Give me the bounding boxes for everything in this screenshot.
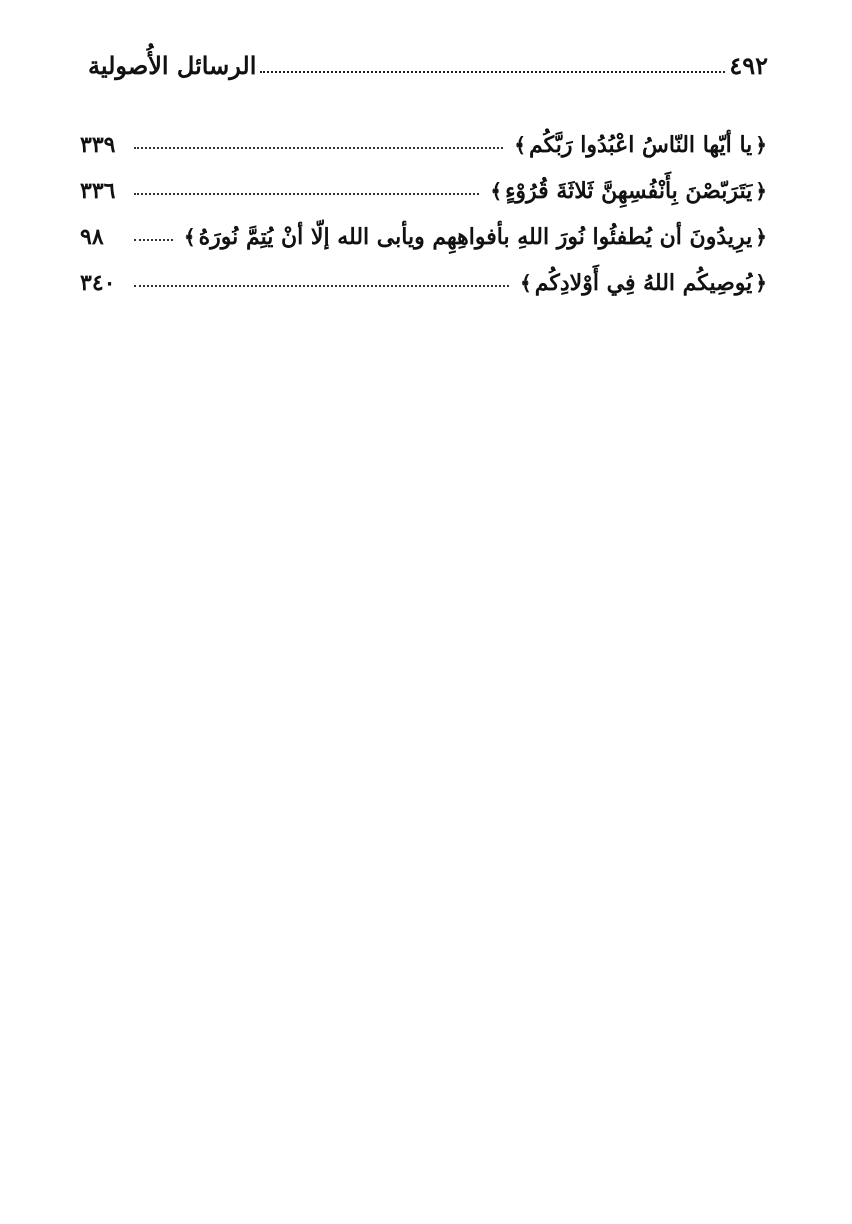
ornate-bracket-close-icon: ﴾ xyxy=(490,178,503,203)
ornate-bracket-open-icon: ﴿ xyxy=(755,132,767,157)
verse-text-group xyxy=(511,132,770,158)
entry-page-number: ٩٨ xyxy=(80,223,104,250)
dot-leader xyxy=(134,147,503,149)
running-header xyxy=(88,38,768,78)
entry-page-number: ٣٣٦ xyxy=(80,177,116,204)
verse-text: يُوصِيكُم اللهُ فِي أَوْلادِكُم xyxy=(534,269,753,296)
index-entry xyxy=(80,158,770,204)
verse-index-list xyxy=(80,112,770,296)
book-title: الرسائل الأُصولية xyxy=(88,51,257,80)
ornate-bracket-open-icon: ﴿ xyxy=(755,178,767,203)
verse-text: يرِيدُونَ أن يُطفئُوا نُورَ اللهِ بأفواهِهِم ويأبى الله إلّا أنْ يُتِمَّ نُورَهُ xyxy=(198,223,753,250)
page-number: ٤٩٢ xyxy=(729,51,768,80)
dot-leader xyxy=(134,285,509,287)
header-dot-leader xyxy=(260,71,725,73)
index-entry xyxy=(80,250,770,296)
verse-text: يَتَرَبّصْنَ بِأَنْفُسِهِنَّ ثَلاثَةَ قُرُوْءٍ xyxy=(505,177,753,204)
dot-leader xyxy=(134,193,479,195)
dot-leader xyxy=(134,239,173,241)
ornate-bracket-close-icon: ﴾ xyxy=(520,270,532,295)
ornate-bracket-close-icon: ﴾ xyxy=(514,132,527,157)
verse-text: يا أيّها النّاسُ اعْبُدُوا رَبَّكُم xyxy=(529,131,753,158)
index-entry xyxy=(80,204,770,250)
index-entry xyxy=(80,112,770,158)
ornate-bracket-open-icon: ﴿ xyxy=(755,270,767,295)
ornate-bracket-open-icon: ﴿ xyxy=(755,224,767,249)
entry-page-number: ٣٤٠ xyxy=(80,269,116,296)
ornate-bracket-close-icon: ﴾ xyxy=(183,224,196,249)
verse-text-group xyxy=(487,178,770,204)
verse-text-group xyxy=(517,270,770,296)
entry-page-number: ٣٣٩ xyxy=(80,131,116,158)
verse-text-group xyxy=(181,224,770,250)
